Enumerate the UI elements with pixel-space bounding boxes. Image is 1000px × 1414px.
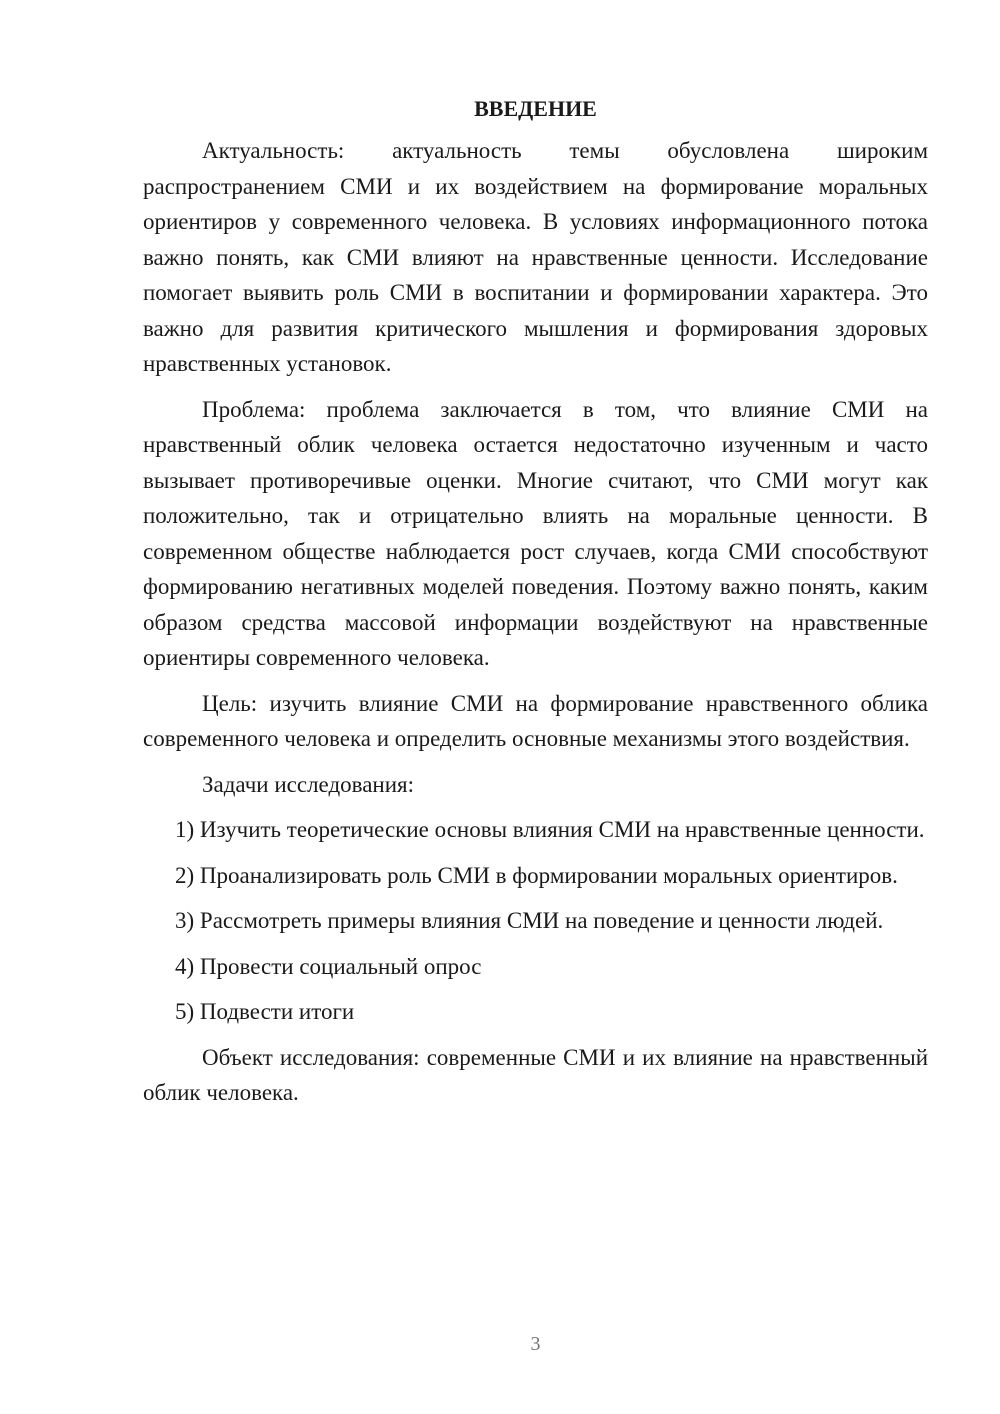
task-item-2: 2) Проанализировать роль СМИ в формировании моральных ориентиров. [175, 862, 898, 888]
tasks-heading: Задачи исследования: [202, 771, 415, 797]
page-number: 3 [530, 1333, 541, 1355]
section-title: ВВЕДЕНИЕ [474, 96, 597, 121]
task-item-4: 4) Провести социальный опрос [175, 953, 482, 979]
problem-paragraph: Проблема: проблема заключается в том, что влияние СМИ на нравственный облик человека остается недостаточно изученным и часто вызывает противоречивые оценки. Многие считают, что СМИ могут как положительно, так и отрицательно влиять на моральные ценности. В современном обществе наблюдается рост случаев, когда СМИ способствуют формированию негативных моделей поведения. Поэтому важно понять, каким образом средства массовой информации воздействуют на нравственные ориентиры современного человека. [143, 396, 928, 670]
object-paragraph: Объект исследования: современные СМИ и их влияние на нравственный облик человека. [143, 1044, 928, 1105]
page-content [143, 94, 928, 1121]
goal-paragraph: Цель: изучить влияние СМИ на формирование нравственного облика современного человека и определить основные механизмы этого воздействия. [143, 690, 928, 751]
task-item-3: 3) Рассмотреть примеры влияния СМИ на поведение и ценности людей. [175, 908, 884, 933]
task-item-5: 5) Подвести итоги [175, 999, 355, 1024]
relevance-paragraph: Актуальность: актуальность темы обусловлена широким распространением СМИ и их воздействием на формирование моральных ориентиров у современного человека. В условиях информационного потока важно понять, как СМИ влияют на нравственные ценности. Исследование помогает выявить роль СМИ в воспитании и формировании характера. Это важно для развития критического мышления и формирования здоровых нравственных установок. [143, 138, 928, 376]
task-item-1: 1) Изучить теоретические основы влияния СМИ на нравственные ценности. [175, 817, 925, 842]
